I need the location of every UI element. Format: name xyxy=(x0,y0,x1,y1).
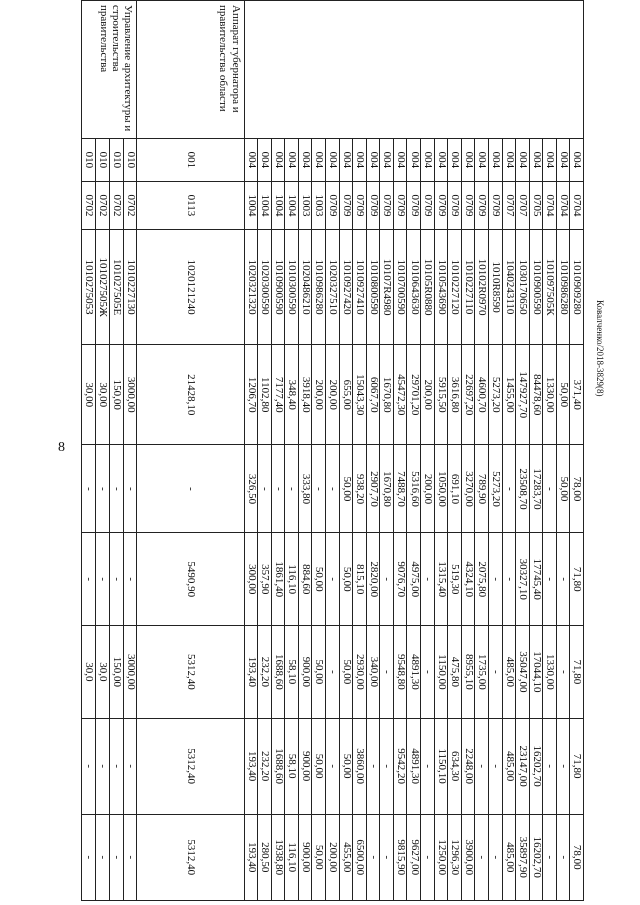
amount-cell: - xyxy=(109,533,123,626)
code-cell: 0702 xyxy=(109,181,123,230)
code-cell: 1010900590 xyxy=(529,230,543,345)
amount-cell: 7177,40 xyxy=(271,344,285,445)
code-cell: 004 xyxy=(298,139,312,181)
amount-cell: - xyxy=(475,814,489,900)
amount-cell: 2907,70 xyxy=(366,445,380,533)
amount-cell: - xyxy=(326,533,340,626)
amount-cell: 5312,40 xyxy=(137,814,244,900)
amount-cell: 1150,10 xyxy=(434,718,448,814)
amount-cell: - xyxy=(137,445,244,533)
amount-cell: 3616,80 xyxy=(448,344,462,445)
code-cell: 1010927420 xyxy=(339,230,353,345)
amount-cell: 691,10 xyxy=(448,445,462,533)
amount-cell: 1206,70 xyxy=(244,344,258,445)
amount-cell: - xyxy=(543,718,557,814)
code-cell: 0709 xyxy=(461,181,475,230)
amount-cell: - xyxy=(421,626,435,719)
amount-cell: 6500,00 xyxy=(353,814,367,900)
amount-cell: - xyxy=(109,718,123,814)
amount-cell: 3860,00 xyxy=(353,718,367,814)
amount-cell: 193,40 xyxy=(244,626,258,719)
code-cell: 010 xyxy=(123,139,137,181)
amount-cell: - xyxy=(556,626,570,719)
code-cell: 004 xyxy=(556,139,570,181)
code-cell: 004 xyxy=(448,139,462,181)
code-cell: 0709 xyxy=(488,181,502,230)
code-cell: 004 xyxy=(543,139,557,181)
amount-cell: 1670,80 xyxy=(380,445,394,533)
code-cell: 1030170650 xyxy=(516,230,530,345)
amount-cell: 45472,30 xyxy=(393,344,407,445)
amount-cell: 485,00 xyxy=(502,626,516,719)
amount-cell: 2930,00 xyxy=(353,626,367,719)
code-cell: 1010927410 xyxy=(353,230,367,345)
amount-cell: - xyxy=(109,814,123,900)
amount-cell: 50,00 xyxy=(556,445,570,533)
code-cell: 0707 xyxy=(516,181,530,230)
amount-cell: - xyxy=(326,445,340,533)
amount-cell: 884,60 xyxy=(298,533,312,626)
code-cell: 101027505З xyxy=(82,230,96,345)
code-cell: 1010543690 xyxy=(434,230,448,345)
amount-cell: 326,50 xyxy=(244,445,258,533)
amount-cell: - xyxy=(326,718,340,814)
amount-cell: 1735,00 xyxy=(475,626,489,719)
code-cell: 101027505Ж xyxy=(96,230,110,345)
amount-cell: 30,00 xyxy=(96,344,110,445)
amount-cell: 357,90 xyxy=(258,533,272,626)
organization-name-cell: Управление архитектуры и строительства правительства xyxy=(82,1,137,139)
amount-cell: - xyxy=(285,445,299,533)
amount-cell: - xyxy=(543,533,557,626)
amount-cell: - xyxy=(366,814,380,900)
code-cell: 010 xyxy=(96,139,110,181)
amount-cell: - xyxy=(271,445,285,533)
amount-cell: - xyxy=(366,718,380,814)
amount-cell: 4975,00 xyxy=(407,533,421,626)
amount-cell: 4600,70 xyxy=(475,344,489,445)
amount-cell: - xyxy=(543,814,557,900)
amount-cell: 4891,30 xyxy=(407,626,421,719)
amount-cell: 333,80 xyxy=(298,445,312,533)
amount-cell: - xyxy=(421,814,435,900)
amount-cell: 1455,00 xyxy=(502,344,516,445)
code-cell: 004 xyxy=(244,139,258,181)
amount-cell: 7488,70 xyxy=(393,445,407,533)
code-cell: 004 xyxy=(475,139,489,181)
code-cell: 10105R0880 xyxy=(421,230,435,345)
code-cell: 1010986280 xyxy=(556,230,570,345)
amount-cell: 50,00 xyxy=(312,814,326,900)
amount-cell: 789,90 xyxy=(475,445,489,533)
amount-cell: 50,00 xyxy=(312,626,326,719)
code-cell: 0709 xyxy=(393,181,407,230)
amount-cell: 193,40 xyxy=(244,718,258,814)
amount-cell: 35047,00 xyxy=(516,626,530,719)
amount-cell: 30327,10 xyxy=(516,533,530,626)
amount-cell: 340,00 xyxy=(366,626,380,719)
amount-cell: 1861,40 xyxy=(271,533,285,626)
code-cell: 0709 xyxy=(475,181,489,230)
code-cell: 1004 xyxy=(271,181,285,230)
amount-cell: - xyxy=(380,626,394,719)
code-cell: 004 xyxy=(516,139,530,181)
page-number: 8 xyxy=(58,440,65,455)
code-cell: 0707 xyxy=(502,181,516,230)
amount-cell: 50,00 xyxy=(339,445,353,533)
amount-cell: - xyxy=(82,445,96,533)
amount-cell: 1150,00 xyxy=(434,626,448,719)
amount-cell: 3000,00 xyxy=(123,626,137,719)
code-cell: 010 xyxy=(82,139,96,181)
amount-cell: 9542,20 xyxy=(393,718,407,814)
amount-cell: 50,00 xyxy=(339,533,353,626)
code-cell: 004 xyxy=(366,139,380,181)
code-cell: 1010643630 xyxy=(407,230,421,345)
amount-cell: 15043,30 xyxy=(353,344,367,445)
code-cell: 0709 xyxy=(407,181,421,230)
amount-cell: - xyxy=(312,445,326,533)
code-cell: 1004 xyxy=(244,181,258,230)
amount-cell: 371,40 xyxy=(570,344,584,445)
amount-cell: 200,00 xyxy=(326,814,340,900)
code-cell: 0702 xyxy=(123,181,137,230)
amount-cell: 84478,60 xyxy=(529,344,543,445)
amount-cell: 815,10 xyxy=(353,533,367,626)
amount-cell: 475,80 xyxy=(448,626,462,719)
code-cell: 1020486210 xyxy=(298,230,312,345)
code-cell: 1010227110 xyxy=(461,230,475,345)
code-cell: 0709 xyxy=(339,181,353,230)
amount-cell: 232,20 xyxy=(258,626,272,719)
amount-cell: 634,30 xyxy=(448,718,462,814)
amount-cell: 4324,10 xyxy=(461,533,475,626)
amount-cell: 232,20 xyxy=(258,718,272,814)
code-cell: 0704 xyxy=(543,181,557,230)
amount-cell: - xyxy=(82,814,96,900)
amount-cell: 938,20 xyxy=(353,445,367,533)
amount-cell: 30,0 xyxy=(82,626,96,719)
amount-cell: - xyxy=(556,533,570,626)
code-cell: 004 xyxy=(271,139,285,181)
amount-cell: 3000,00 xyxy=(123,344,137,445)
amount-cell: 900,00 xyxy=(298,814,312,900)
amount-cell: 50,00 xyxy=(339,718,353,814)
budget-table xyxy=(81,0,584,901)
amount-cell: - xyxy=(380,814,394,900)
amount-cell: - xyxy=(502,445,516,533)
amount-cell: 50,00 xyxy=(556,344,570,445)
amount-cell: 150,00 xyxy=(109,626,123,719)
amount-cell: 2075,80 xyxy=(475,533,489,626)
code-cell: 1010909280 xyxy=(570,230,584,345)
amount-cell: 30,0 xyxy=(96,626,110,719)
amount-cell: - xyxy=(82,533,96,626)
code-cell: 10107R4980 xyxy=(380,230,394,345)
amount-cell: 50,00 xyxy=(312,533,326,626)
amount-cell: 23508,70 xyxy=(516,445,530,533)
code-cell: 004 xyxy=(461,139,475,181)
amount-cell: 5490,90 xyxy=(137,533,244,626)
amount-cell: - xyxy=(326,626,340,719)
code-cell: 1004 xyxy=(285,181,299,230)
code-cell: 004 xyxy=(326,139,340,181)
code-cell: 10102R0970 xyxy=(475,230,489,345)
amount-cell: - xyxy=(123,718,137,814)
amount-cell: 35897,90 xyxy=(516,814,530,900)
amount-cell: - xyxy=(82,718,96,814)
amount-cell: 5915,50 xyxy=(434,344,448,445)
code-cell: 0709 xyxy=(421,181,435,230)
amount-cell: 29701,20 xyxy=(407,344,421,445)
amount-cell: - xyxy=(123,814,137,900)
amount-cell: 50,00 xyxy=(339,626,353,719)
amount-cell: 1315,40 xyxy=(434,533,448,626)
code-cell: 0709 xyxy=(380,181,394,230)
amount-cell: - xyxy=(123,533,137,626)
code-cell: 0709 xyxy=(366,181,380,230)
amount-cell: 485,00 xyxy=(502,718,516,814)
amount-cell: 78,00 xyxy=(570,445,584,533)
amount-cell: - xyxy=(488,533,502,626)
amount-cell: 8955,10 xyxy=(461,626,475,719)
amount-cell: 200,00 xyxy=(326,344,340,445)
code-cell: 0709 xyxy=(448,181,462,230)
amount-cell: - xyxy=(421,718,435,814)
code-cell: 1020321320 xyxy=(244,230,258,345)
amount-cell: - xyxy=(543,445,557,533)
code-cell: 004 xyxy=(312,139,326,181)
amount-cell: 21428,10 xyxy=(137,344,244,445)
amount-cell: - xyxy=(380,533,394,626)
amount-cell: 116,10 xyxy=(285,533,299,626)
code-cell: 004 xyxy=(488,139,502,181)
amount-cell: 900,00 xyxy=(298,718,312,814)
code-cell: 0113 xyxy=(137,181,244,230)
amount-cell: - xyxy=(96,445,110,533)
amount-cell: 71,80 xyxy=(570,533,584,626)
amount-cell: 23147,00 xyxy=(516,718,530,814)
amount-cell: 280,50 xyxy=(258,814,272,900)
amount-cell: - xyxy=(488,626,502,719)
amount-cell: 16202,70 xyxy=(529,718,543,814)
amount-cell: 9076,70 xyxy=(393,533,407,626)
code-cell: 0704 xyxy=(570,181,584,230)
amount-cell: 50,00 xyxy=(312,718,326,814)
amount-cell: 9548,80 xyxy=(393,626,407,719)
amount-cell: 16202,70 xyxy=(529,814,543,900)
code-cell: 004 xyxy=(502,139,516,181)
amount-cell: 348,40 xyxy=(285,344,299,445)
amount-cell: 5273,20 xyxy=(488,344,502,445)
code-cell: 004 xyxy=(529,139,543,181)
code-cell: 004 xyxy=(339,139,353,181)
code-cell: 010 xyxy=(109,139,123,181)
amount-cell: 3900,00 xyxy=(461,814,475,900)
code-cell: 0702 xyxy=(96,181,110,230)
organization-name-cell: Аппарат губернатора и правительства области xyxy=(137,1,244,139)
amount-cell: 30,00 xyxy=(82,344,96,445)
code-cell: 1003 xyxy=(312,181,326,230)
amount-cell: 4891,30 xyxy=(407,718,421,814)
table-row xyxy=(123,1,137,901)
code-cell: 1010700590 xyxy=(393,230,407,345)
amount-cell: 22697,20 xyxy=(461,344,475,445)
budget-table-rotated xyxy=(81,0,584,901)
amount-cell: 1670,80 xyxy=(380,344,394,445)
amount-cell: 519,30 xyxy=(448,533,462,626)
amount-cell: 2820,00 xyxy=(366,533,380,626)
amount-cell: 78,00 xyxy=(570,814,584,900)
amount-cell: - xyxy=(488,718,502,814)
code-cell: 004 xyxy=(285,139,299,181)
code-cell: 004 xyxy=(421,139,435,181)
amount-cell: 9627,00 xyxy=(407,814,421,900)
code-cell: 1010227130 xyxy=(123,230,137,345)
code-cell: 004 xyxy=(380,139,394,181)
code-cell: 0702 xyxy=(82,181,96,230)
footer-document-code: Ковалченко/2018-3829(8) xyxy=(595,300,605,397)
code-cell: 101027505Е xyxy=(109,230,123,345)
code-cell: 1040243110 xyxy=(502,230,516,345)
amount-cell: - xyxy=(109,445,123,533)
table-row xyxy=(570,1,584,901)
amount-cell: 71,80 xyxy=(570,718,584,814)
code-cell: 1020121240 xyxy=(137,230,244,345)
amount-cell: - xyxy=(556,814,570,900)
amount-cell: 1250,00 xyxy=(434,814,448,900)
amount-cell: - xyxy=(380,718,394,814)
code-cell: 1004 xyxy=(258,181,272,230)
amount-cell: 200,00 xyxy=(421,445,435,533)
amount-cell: 3918,40 xyxy=(298,344,312,445)
code-cell: 001 xyxy=(137,139,244,181)
code-cell: 1010300590 xyxy=(285,230,299,345)
amount-cell: 1688,60 xyxy=(271,718,285,814)
amount-cell: 3270,00 xyxy=(461,445,475,533)
code-cell: 0705 xyxy=(529,181,543,230)
code-cell: 0704 xyxy=(556,181,570,230)
amount-cell: 6067,70 xyxy=(366,344,380,445)
code-cell: 1010986280 xyxy=(312,230,326,345)
amount-cell: 147927,70 xyxy=(516,344,530,445)
amount-cell: 200,00 xyxy=(312,344,326,445)
code-cell: 0709 xyxy=(353,181,367,230)
code-cell: 004 xyxy=(407,139,421,181)
amount-cell: 200,00 xyxy=(421,344,435,445)
code-cell: 1020300590 xyxy=(258,230,272,345)
amount-cell: 1102,80 xyxy=(258,344,272,445)
amount-cell: 150,00 xyxy=(109,344,123,445)
amount-cell: 485,00 xyxy=(502,814,516,900)
amount-cell: 17745,40 xyxy=(529,533,543,626)
amount-cell: 1296,30 xyxy=(448,814,462,900)
amount-cell: 71,80 xyxy=(570,626,584,719)
table-row xyxy=(137,1,244,901)
code-cell: 1010800590 xyxy=(366,230,380,345)
code-cell: 1020327510 xyxy=(326,230,340,345)
amount-cell: - xyxy=(556,718,570,814)
amount-cell: 300,00 xyxy=(244,533,258,626)
amount-cell: - xyxy=(123,445,137,533)
organization-name-cell xyxy=(244,1,583,139)
code-cell: 004 xyxy=(353,139,367,181)
amount-cell: - xyxy=(421,533,435,626)
amount-cell: 193,40 xyxy=(244,814,258,900)
amount-cell: 5312,40 xyxy=(137,626,244,719)
amount-cell: 9815,90 xyxy=(393,814,407,900)
code-cell: 0709 xyxy=(326,181,340,230)
amount-cell: - xyxy=(96,718,110,814)
amount-cell: 1330,00 xyxy=(543,626,557,719)
amount-cell: 1688,60 xyxy=(271,626,285,719)
amount-cell: - xyxy=(96,533,110,626)
amount-cell: 1050,00 xyxy=(434,445,448,533)
amount-cell: 58,10 xyxy=(285,718,299,814)
amount-cell: 5273,20 xyxy=(488,445,502,533)
code-cell: 0709 xyxy=(434,181,448,230)
amount-cell: 455,00 xyxy=(339,814,353,900)
amount-cell: - xyxy=(475,718,489,814)
amount-cell: 900,00 xyxy=(298,626,312,719)
amount-cell: 2248,00 xyxy=(461,718,475,814)
code-cell: 101097505К xyxy=(543,230,557,345)
amount-cell: 1938,80 xyxy=(271,814,285,900)
amount-cell: 5316,60 xyxy=(407,445,421,533)
amount-cell: - xyxy=(488,814,502,900)
code-cell: 004 xyxy=(393,139,407,181)
amount-cell: - xyxy=(502,533,516,626)
code-cell: 004 xyxy=(434,139,448,181)
amount-cell: - xyxy=(258,445,272,533)
code-cell: 1010R8590 xyxy=(488,230,502,345)
amount-cell: 17044,10 xyxy=(529,626,543,719)
amount-cell: 17283,70 xyxy=(529,445,543,533)
code-cell: 1010227120 xyxy=(448,230,462,345)
code-cell: 1003 xyxy=(298,181,312,230)
code-cell: 004 xyxy=(570,139,584,181)
amount-cell: 655,00 xyxy=(339,344,353,445)
amount-cell: - xyxy=(96,814,110,900)
amount-cell: 5312,40 xyxy=(137,718,244,814)
amount-cell: 1330,00 xyxy=(543,344,557,445)
amount-cell: 58,10 xyxy=(285,626,299,719)
amount-cell: 116,10 xyxy=(285,814,299,900)
code-cell: 1010900590 xyxy=(271,230,285,345)
code-cell: 004 xyxy=(258,139,272,181)
